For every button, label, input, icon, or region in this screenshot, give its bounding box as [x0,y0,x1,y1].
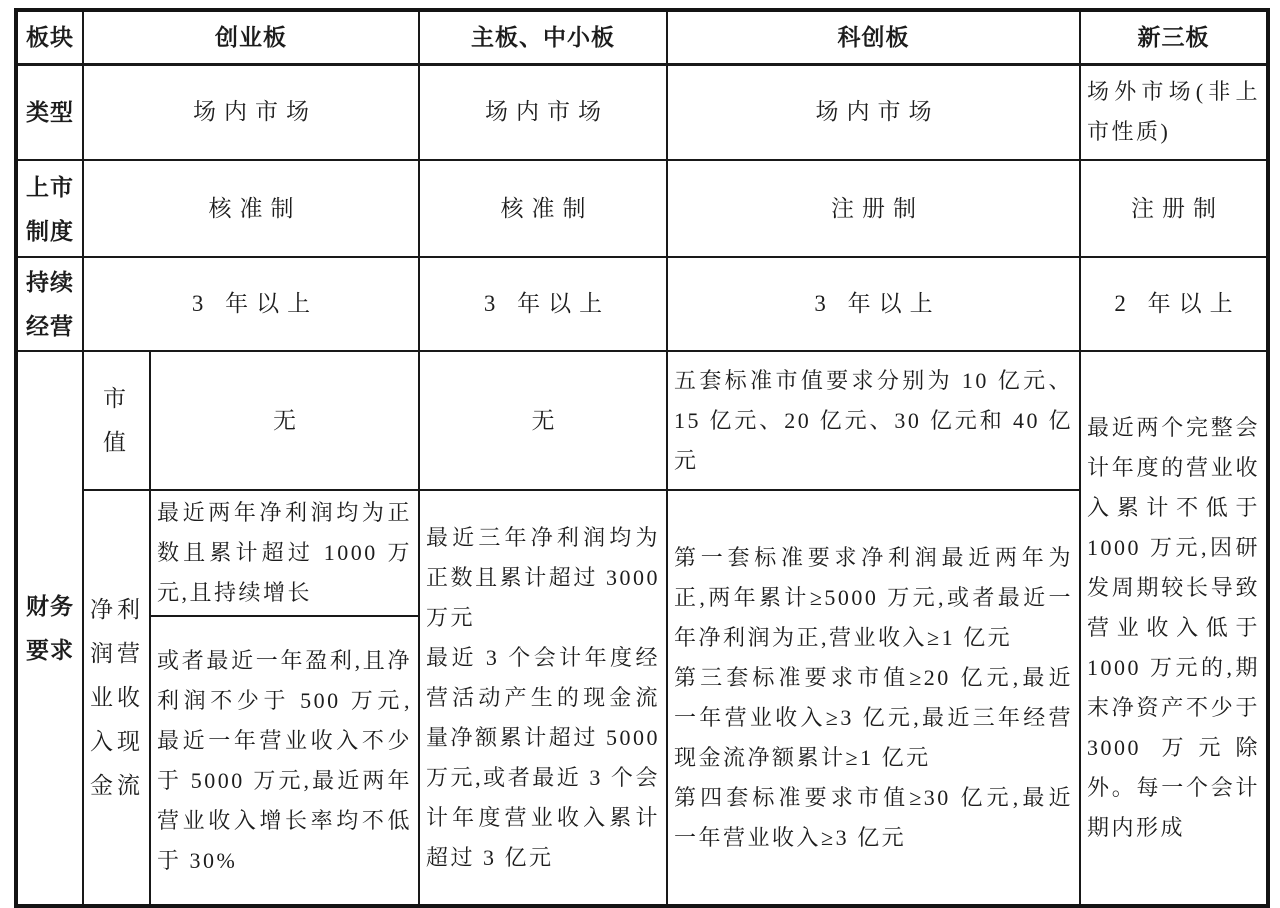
row-label-caiwuyaoqiu: 财务要求 [16,351,83,906]
row-label-chixujingying: 持续经营 [16,257,83,351]
cell-type-chuangyeban: 场内市场 [83,64,419,160]
cell-system-kechuangban: 注册制 [667,160,1080,257]
cell-profit-chuangyeban-lower: 或者最近一年盈利,且净利润不少于 500 万元,最近一年营业收入不少于 5000 万元,最近两年营业收入增长率均不低于 30% [150,616,419,906]
column-header-xinsanban: 新三板 [1080,10,1268,64]
column-header-kechuangban: 科创板 [667,10,1080,64]
cell-marketcap-zhuban: 无 [419,351,667,490]
zhuban-paragraph-1: 最近三年净利润均为正数且累计超过 3000 万元 [426,524,660,630]
cell-years-chuangyeban: 3 年以上 [83,257,419,351]
cell-finance-xinsanban: 最近两个完整会计年度的营业收入累计不低于 1000 万元,因研发周期较长导致营业收入低于 1000 万元的,期末净资产不少于 3000 万元除外。每一个会计期内形成 [1080,351,1268,906]
cell-type-xinsanban: 场外市场(非上市性质) [1080,64,1268,160]
header-row [16,10,1268,64]
cell-profit-chuangyeban-upper: 最近两年净利润均为正数且累计超过 1000 万元,且持续增长 [150,490,419,616]
document-page [14,8,1270,908]
sub-label-shizhi: 市值 [83,351,150,490]
cell-system-xinsanban: 注册制 [1080,160,1268,257]
cell-years-kechuangban: 3 年以上 [667,257,1080,351]
row-operating-years [16,257,1268,351]
zhuban-paragraph-2: 最近 3 个会计年度经营活动产生的现金流量净额累计超过 5000 万元,或者最近 3 个会计年度营业收入累计超过 3 亿元 [426,644,660,870]
cell-type-kechuangban: 场内市场 [667,64,1080,160]
row-type [16,64,1268,160]
cell-profit-kechuangban [667,490,1080,906]
board-comparison-table [14,8,1270,908]
kechuangban-paragraph-1: 第一套标准要求净利润最近两年为正,两年累计≥5000 万元,或者最近一年净利润为正,营业收入≥1 亿元 [674,544,1073,650]
corner-header-bankuai: 板块 [16,10,83,64]
cell-marketcap-kechuangban: 五套标准市值要求分别为 10 亿元、15 亿元、20 亿元、30 亿元和 40 亿元 [667,351,1080,490]
kechuangban-paragraph-3: 第四套标准要求市值≥30 亿元,最近一年营业收入≥3 亿元 [674,784,1073,850]
row-label-shangshizhidu: 上市制度 [16,160,83,257]
cell-system-zhuban: 核准制 [419,160,667,257]
cell-type-zhuban: 场内市场 [419,64,667,160]
cell-marketcap-chuangyeban: 无 [150,351,419,490]
cell-years-zhuban: 3 年以上 [419,257,667,351]
row-finance-marketcap [16,351,1268,490]
column-header-zhuban: 主板、中小板 [419,10,667,64]
column-header-chuangyeban: 创业板 [83,10,419,64]
kechuangban-paragraph-2: 第三套标准要求市值≥20 亿元,最近一年营业收入≥3 亿元,最近三年经营现金流净额累计≥1 亿元 [674,664,1073,770]
cell-years-xinsanban: 2 年以上 [1080,257,1268,351]
cell-system-chuangyeban: 核准制 [83,160,419,257]
row-label-leixing: 类型 [16,64,83,160]
row-listing-system [16,160,1268,257]
cell-profit-zhuban [419,490,667,906]
sub-label-jinglirun-text: 净利润营业收入现金流 [90,596,144,798]
sub-label-jinglirun [83,490,150,906]
